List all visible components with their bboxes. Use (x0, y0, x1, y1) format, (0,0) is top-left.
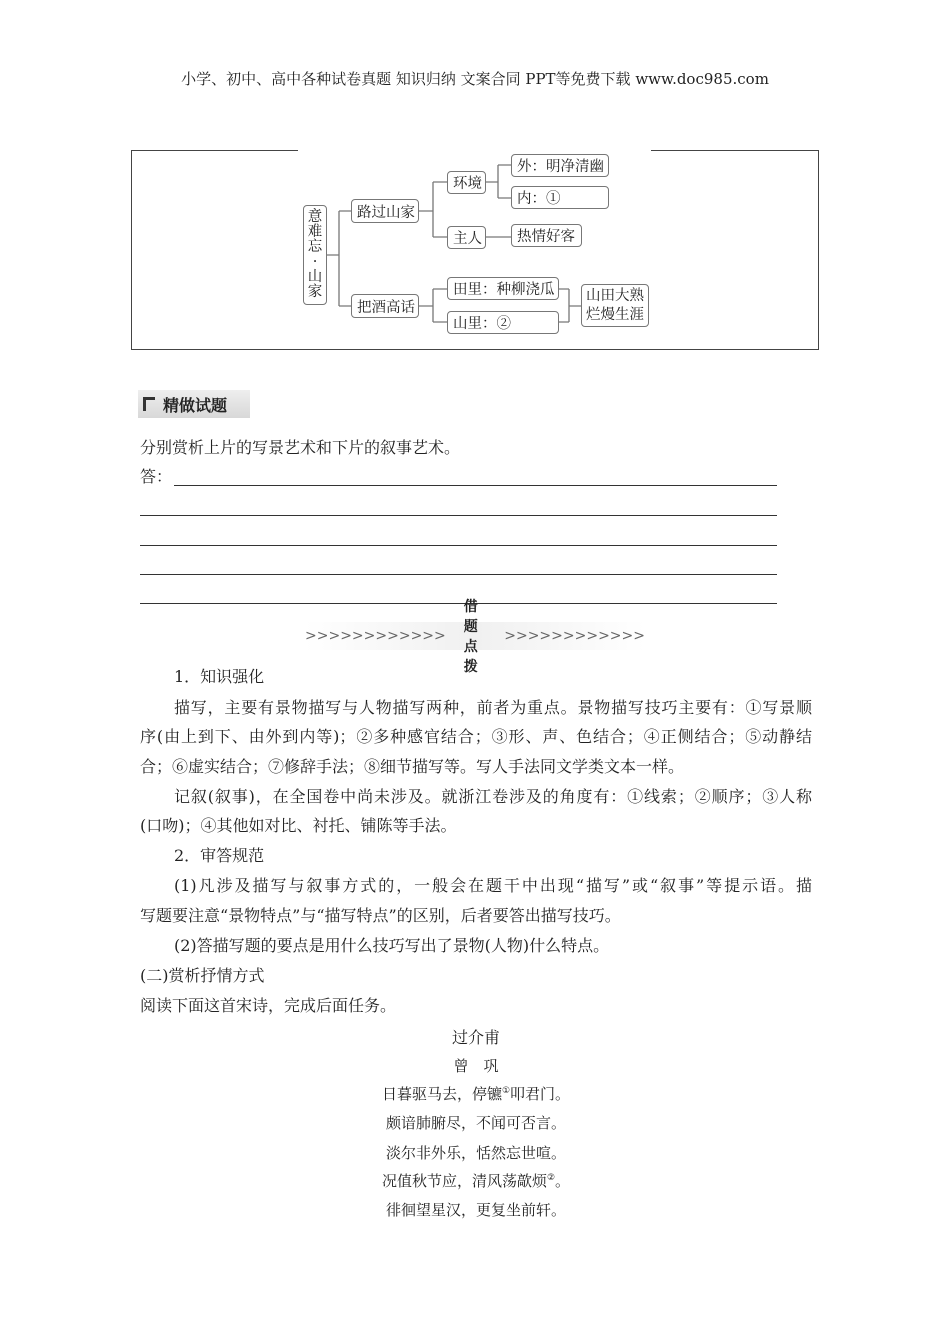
root-char: · (312, 254, 318, 270)
banner-title: 借题点拨 (463, 599, 478, 675)
footnote-marker[interactable]: ① (501, 1086, 511, 1096)
poem-line (140, 1083, 812, 1104)
node-host: 主人 (447, 226, 486, 249)
root-char: 忘 (307, 239, 323, 255)
section-icon (143, 397, 155, 411)
poem-line: 淡尔非外乐，恬然忘世喧。 (385, 1144, 566, 1162)
body-line: 合；⑥虚实结合；⑦修辞手法；⑧细节描写等。写人手法同文学类文本一样。 (140, 757, 685, 776)
poem-text: 叩君门。 (510, 1085, 571, 1103)
answer-line[interactable] (140, 603, 777, 604)
root-char: 家 (307, 284, 323, 300)
node-host-trait: 热情好客 (511, 224, 582, 247)
poem-text: 。 (555, 1172, 571, 1190)
page-header: 小学、初中、高中各种试卷真题 知识归纳 文案合同 PPT等免费下载 www.doc985.com (181, 70, 769, 88)
task-text: 阅读下面这首宋诗，完成后面任务。 (140, 996, 397, 1015)
node-branch2: 把酒高话 (351, 294, 419, 318)
poem-line: 徘徊望星汉，更复坐前轩。 (385, 1201, 566, 1219)
subheading: 1．知识强化 (174, 667, 265, 686)
result-line: 山田大熟 (586, 287, 644, 304)
node-branch1: 路过山家 (351, 199, 419, 223)
poem-text: 日暮驱马去，停镳 (381, 1085, 502, 1103)
body-line: 记叙(叙事)，在全国卷中尚未涉及。就浙江卷涉及的角度有：①线索；②顺序；③人称 (174, 787, 812, 806)
root-char: 山 (307, 269, 323, 285)
answer-line[interactable] (174, 485, 777, 486)
body-line: 写题要注意“景物特点”与“描写特点”的区别，后者要答出描写技巧。 (140, 906, 621, 925)
poem-author: 曾 巩 (453, 1057, 499, 1075)
section-tag-label: 精做试题 (163, 395, 228, 415)
answer-line[interactable] (140, 515, 777, 516)
body-line: 描写，主要有景物描写与人物描写两种，前者为重点。景物描写技巧主要有：①写景顺 (174, 698, 812, 717)
banner-arrows-right: >>>>>>>>>>>> (504, 628, 645, 644)
root-char: 意 (307, 209, 323, 225)
section-heading: (二)赏析抒情方式 (140, 966, 265, 985)
body-line: 序(由上到下、由外到内等)；②多种感官结合；③形、声、色结合；④正侧结合；⑤动静结 (140, 727, 812, 746)
subheading: 2．审答规范 (174, 846, 265, 865)
body-line: (2)答描写题的要点是用什么技巧写出了景物(人物)什么特点。 (174, 936, 610, 955)
poem-title: 过介甫 (451, 1028, 500, 1047)
poem-text: 况值秋节应，清风荡歊烦 (381, 1172, 547, 1190)
node-result (581, 284, 649, 327)
footnote-marker[interactable]: ② (546, 1173, 556, 1183)
poem-line (140, 1170, 812, 1191)
node-outer: 外：明净清幽 (511, 154, 609, 177)
body-line: (1)凡涉及描写与叙事方式的，一般会在题干中出现“描写”或“叙事”等提示语。描 (174, 876, 812, 895)
diagram-root (303, 205, 327, 305)
question-text: 分别赏析上片的写景艺术和下片的叙事艺术。 (140, 438, 461, 457)
node-env: 环境 (447, 171, 486, 194)
result-line: 烂熳生涯 (586, 306, 644, 323)
answer-line[interactable] (140, 545, 777, 546)
node-field: 田里：种柳浇瓜 (447, 277, 559, 300)
root-char: 难 (307, 224, 323, 240)
banner-arrows-left: >>>>>>>>>>>> (305, 628, 446, 644)
poem-line: 颇谙肺腑尽，不闻可否言。 (385, 1114, 566, 1132)
answer-line[interactable] (140, 574, 777, 575)
node-mountain: 山里：② (447, 311, 559, 334)
answer-label: 答： (140, 467, 173, 486)
body-line: (口吻)；④其他如对比、衬托、铺陈等手法。 (140, 816, 457, 835)
hint-banner (305, 599, 645, 675)
node-inner: 内：① (511, 186, 609, 209)
section-tag (138, 390, 250, 418)
